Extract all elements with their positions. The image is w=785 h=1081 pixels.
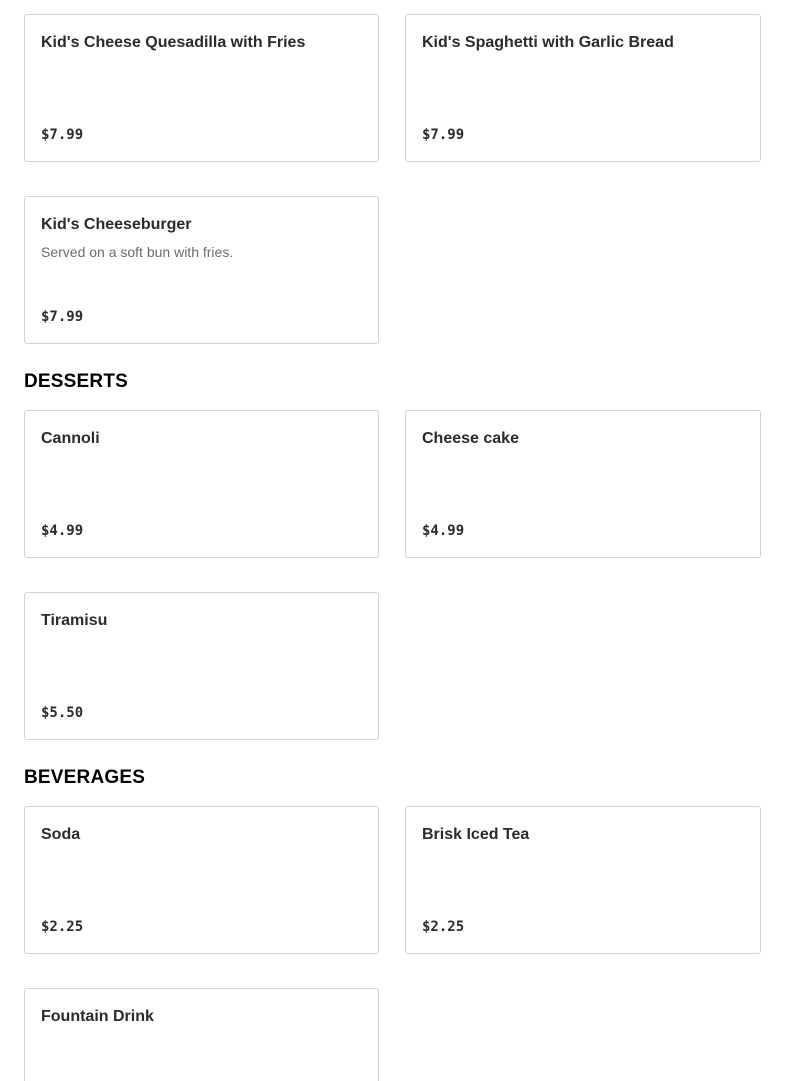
menu-item-card[interactable] <box>24 806 379 954</box>
menu-item-card[interactable] <box>405 410 761 558</box>
menu-item-price: $2.25 <box>41 919 84 935</box>
menu-item-name: Kid's Cheeseburger <box>41 216 192 233</box>
menu-item-name: Soda <box>41 826 81 843</box>
menu-item-name: Fountain Drink <box>41 1008 154 1025</box>
menu-item-card[interactable] <box>24 410 379 558</box>
menu-item-price: $2.25 <box>422 919 465 935</box>
menu-item-price: $4.99 <box>41 523 84 539</box>
menu-item-name: Cannoli <box>41 430 100 447</box>
menu-item-price: $4.99 <box>422 523 465 539</box>
menu-item-card[interactable] <box>24 592 379 740</box>
menu-item-card[interactable] <box>405 806 761 954</box>
menu-item-price: $7.99 <box>422 127 465 143</box>
menu-item-name: Tiramisu <box>41 612 108 629</box>
menu-item-price: $7.99 <box>41 127 84 143</box>
menu-item-price: $7.99 <box>41 309 84 325</box>
menu-item-card[interactable] <box>24 14 379 162</box>
menu-item-card[interactable] <box>24 196 379 344</box>
menu-item-name: Cheese cake <box>422 430 519 447</box>
section-title-desserts: DESSERTS <box>24 371 129 392</box>
menu-item-description: Served on a soft bun with fries. <box>41 244 234 260</box>
menu-item-card[interactable] <box>24 988 379 1081</box>
menu-item-price: $5.50 <box>41 705 84 721</box>
menu-item-card[interactable] <box>405 14 761 162</box>
menu-item-name: Brisk Iced Tea <box>422 826 530 843</box>
menu-item-name: Kid's Cheese Quesadilla with Fries <box>41 34 306 51</box>
menu-item-name: Kid's Spaghetti with Garlic Bread <box>422 34 674 51</box>
section-title-beverages: BEVERAGES <box>24 767 146 788</box>
